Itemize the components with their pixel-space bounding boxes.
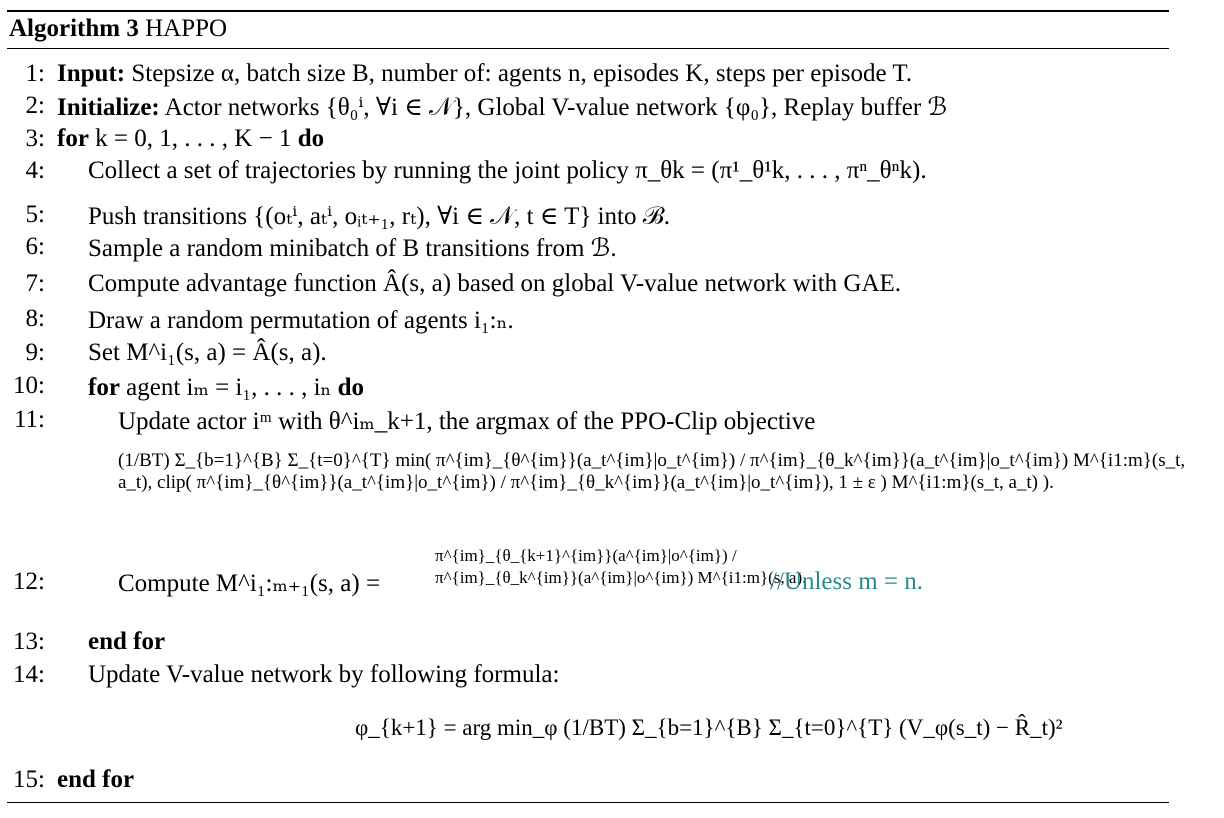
top-rule (7, 10, 1169, 12)
line-number: 5: (25, 201, 45, 228)
line-number: 7: (25, 270, 45, 297)
line-number: 11: (13, 406, 45, 433)
algorithm-label: Algorithm 3 (9, 15, 139, 42)
line-text: Collect a set of trajectories by running the joint policy π_θk = (π¹_θ¹k, . . . , πⁿ_θⁿk). (88, 157, 927, 184)
value-update-equation: φ_{k+1} = arg min_φ (1/BT) Σ_{b=1}^{B} Σ_{t=0}^{T} (V_φ(s_t) − R̂_t)² (355, 715, 1063, 740)
line-number: 4: (25, 157, 45, 184)
line-text: agent iₘ = i₁, . . . , iₙ (119, 374, 338, 401)
line-text: Push transitions {(oₜⁱ, aₜⁱ, oᵢₜ₊₁, rₜ), ∀i ∈ 𝒩, t ∈ T} into ℬ. (88, 203, 670, 230)
line-text: k = 0, 1, . . . , K − 1 (88, 125, 298, 152)
title-rule (7, 48, 1169, 49)
line-text: Compute M^i₁:ₘ₊₁(s, a) = (118, 570, 381, 597)
line-text: Sample a random minibatch of B transitions from ℬ. (88, 235, 617, 262)
algorithm-name: HAPPO (145, 15, 228, 42)
line-text: Compute advantage function Â(s, a) based on global V-value network with GAE. (88, 270, 902, 297)
line-text: Actor networks {θ₀ⁱ, ∀i ∈ 𝒩}, Global V-value network {φ₀}, Replay buffer ℬ (159, 94, 948, 121)
line-text: Draw a random permutation of agents i₁:ₙ. (88, 307, 514, 334)
line-text: Set M^i₁(s, a) = Â(s, a). (88, 339, 327, 366)
line-text: Stepsize α, batch size B, number of: agents n, episodes K, steps per episode T. (125, 60, 913, 87)
keyword: for (57, 125, 89, 152)
line-text: Update actor iᵐ with θ^iₘ_k+1, the argmax of the PPO-Clip objective (118, 408, 816, 435)
line-number: 13: (13, 628, 45, 655)
line-number: 10: (13, 372, 45, 399)
line-number: 9: (25, 339, 45, 366)
line-number: 1: (25, 60, 45, 87)
line-number: 15: (13, 766, 45, 793)
keyword: end for (88, 628, 166, 655)
algorithm-title (9, 15, 227, 43)
keyword: do (297, 125, 325, 152)
line-number: 3: (25, 125, 45, 152)
bottom-rule (7, 802, 1169, 803)
line-text: Update V-value network by following formula: (88, 661, 560, 688)
keyword: Initialize: (57, 94, 160, 121)
line-number: 2: (25, 92, 45, 119)
ppo-clip-equation: (1/BT) Σ_{b=1}^{B} Σ_{t=0}^{T} min( π^{im}_{θ^{im}}(a_t^{im}|o_t^{im}) / π^{im}_{θ_k^{im}}(a_t^{im}|o_t^{im}) M^{i1:m}(s_t, a_t), clip( π^{im}_{θ^{im}}(a_t^{im}|o_t^{im}) / π^{im}_{θ_k^{im}}(a_t^{im}|o_t^{im}), 1 ± ε ) M^{i1:m}(s_t, a_t) ). (118, 450, 1186, 493)
keyword: for (88, 374, 120, 401)
line-number: 12: (13, 568, 45, 595)
line-number: 14: (13, 661, 45, 688)
m-update-equation: π^{im}_{θ_{k+1}^{im}}(a^{im}|o^{im}) / π^{im}_{θ_k^{im}}(a^{im}|o^{im}) M^{i1:m}(s, a). (435, 546, 807, 587)
line-number: 6: (25, 233, 45, 260)
line-number: 8: (25, 305, 45, 332)
unless-comment: //Unless m = n. (770, 568, 923, 595)
keyword: end for (57, 766, 135, 793)
keyword: do (337, 374, 365, 401)
keyword: Input: (57, 60, 126, 87)
